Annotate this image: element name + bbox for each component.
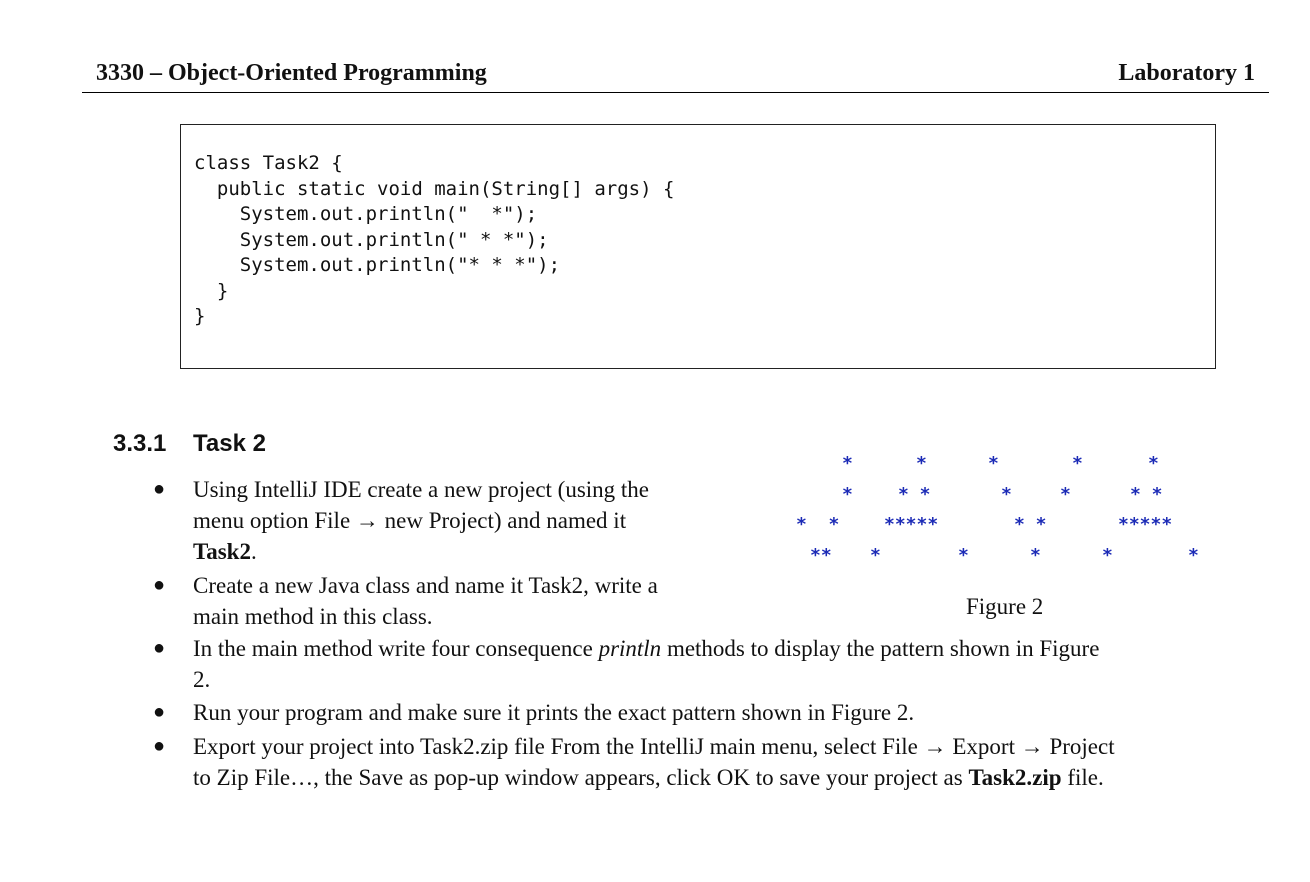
text-run: Task2.zip bbox=[968, 765, 1062, 790]
code-line: System.out.println("* * *"); bbox=[194, 254, 561, 276]
star-glyph: * bbox=[842, 453, 853, 474]
text-run: Run your program and make sure it prints the exact pattern shown in Figure 2. bbox=[193, 700, 915, 725]
text-run: . bbox=[250, 539, 257, 564]
list-item-line bbox=[193, 536, 257, 567]
star-glyph: * bbox=[916, 453, 927, 474]
code-line: public static void main(String[] args) { bbox=[194, 177, 675, 200]
text-run: menu option File → new Project) and named it bbox=[193, 508, 627, 533]
section-heading bbox=[113, 430, 266, 458]
star-glyph: * * bbox=[898, 484, 931, 505]
text-run: In the main method write four consequence bbox=[193, 636, 599, 661]
lab-title: Laboratory 1 bbox=[1118, 60, 1255, 86]
star-glyph: * * bbox=[1130, 484, 1163, 505]
text-run: file. bbox=[1061, 765, 1104, 790]
star-glyph: * bbox=[958, 545, 969, 566]
code-line: System.out.println(" * *"); bbox=[194, 228, 549, 251]
code-line: } bbox=[194, 279, 229, 302]
list-item-line bbox=[193, 474, 649, 505]
course-title: 3330 – Object-Oriented Programming bbox=[96, 60, 487, 86]
bullet-icon: ● bbox=[153, 478, 166, 500]
list-item-line bbox=[193, 633, 1099, 664]
text-run: Create a new Java class and name it Task2, write a bbox=[193, 573, 658, 598]
text-run: Export your project into Task2.zip file From the IntelliJ main menu, select File → Export → Project bbox=[193, 734, 1115, 759]
code-line: } bbox=[194, 305, 206, 327]
code-block bbox=[194, 151, 674, 330]
section-title: Task 2 bbox=[193, 430, 266, 457]
section-number: 3.3.1 bbox=[113, 430, 167, 457]
text-run: Task2 bbox=[193, 539, 251, 564]
star-glyph: * bbox=[1148, 453, 1159, 474]
bullet-icon: ● bbox=[153, 574, 166, 596]
figure-caption: Figure 2 bbox=[966, 594, 1044, 619]
star-glyph: * bbox=[842, 484, 853, 505]
star-glyph: * bbox=[1188, 545, 1199, 566]
star-pattern-figure bbox=[780, 446, 1220, 576]
text-run: methods to display the pattern shown in Figure bbox=[661, 636, 1100, 661]
bullet-icon: ● bbox=[153, 735, 166, 757]
star-glyph: ***** bbox=[1118, 514, 1173, 535]
list-item-line bbox=[193, 762, 1104, 793]
list-item-line bbox=[193, 505, 626, 536]
star-glyph: * bbox=[988, 453, 999, 474]
code-box bbox=[180, 124, 1216, 369]
star-glyph: ** bbox=[810, 545, 832, 566]
list-item-line bbox=[193, 601, 433, 632]
star-glyph: * bbox=[1030, 545, 1041, 566]
page-header bbox=[82, 58, 1269, 93]
list-item-line bbox=[193, 697, 914, 728]
list-item-line bbox=[193, 664, 210, 695]
bullet-icon: ● bbox=[153, 701, 166, 723]
star-glyph: * * bbox=[1014, 514, 1047, 535]
list-item-line bbox=[193, 570, 658, 601]
text-run: main method in this class. bbox=[193, 604, 433, 629]
text-run: to Zip File…, the Save as pop-up window appears, click OK to save your project as bbox=[193, 765, 969, 790]
star-glyph: * * bbox=[796, 514, 840, 535]
bullet-icon: ● bbox=[153, 637, 166, 659]
star-glyph: * bbox=[1072, 453, 1083, 474]
text-run: Using IntelliJ IDE create a new project (using the bbox=[193, 477, 650, 502]
code-line: class Task2 { bbox=[194, 152, 343, 174]
star-glyph: * bbox=[870, 545, 881, 566]
star-glyph: ***** bbox=[884, 514, 939, 535]
code-line: System.out.println(" *"); bbox=[194, 203, 538, 225]
text-run: println bbox=[598, 636, 662, 661]
text-run: 2. bbox=[193, 667, 211, 692]
star-glyph: * bbox=[1060, 484, 1071, 505]
star-glyph: * bbox=[1102, 545, 1113, 566]
list-item-line bbox=[193, 731, 1115, 762]
star-glyph: * bbox=[1001, 484, 1012, 505]
